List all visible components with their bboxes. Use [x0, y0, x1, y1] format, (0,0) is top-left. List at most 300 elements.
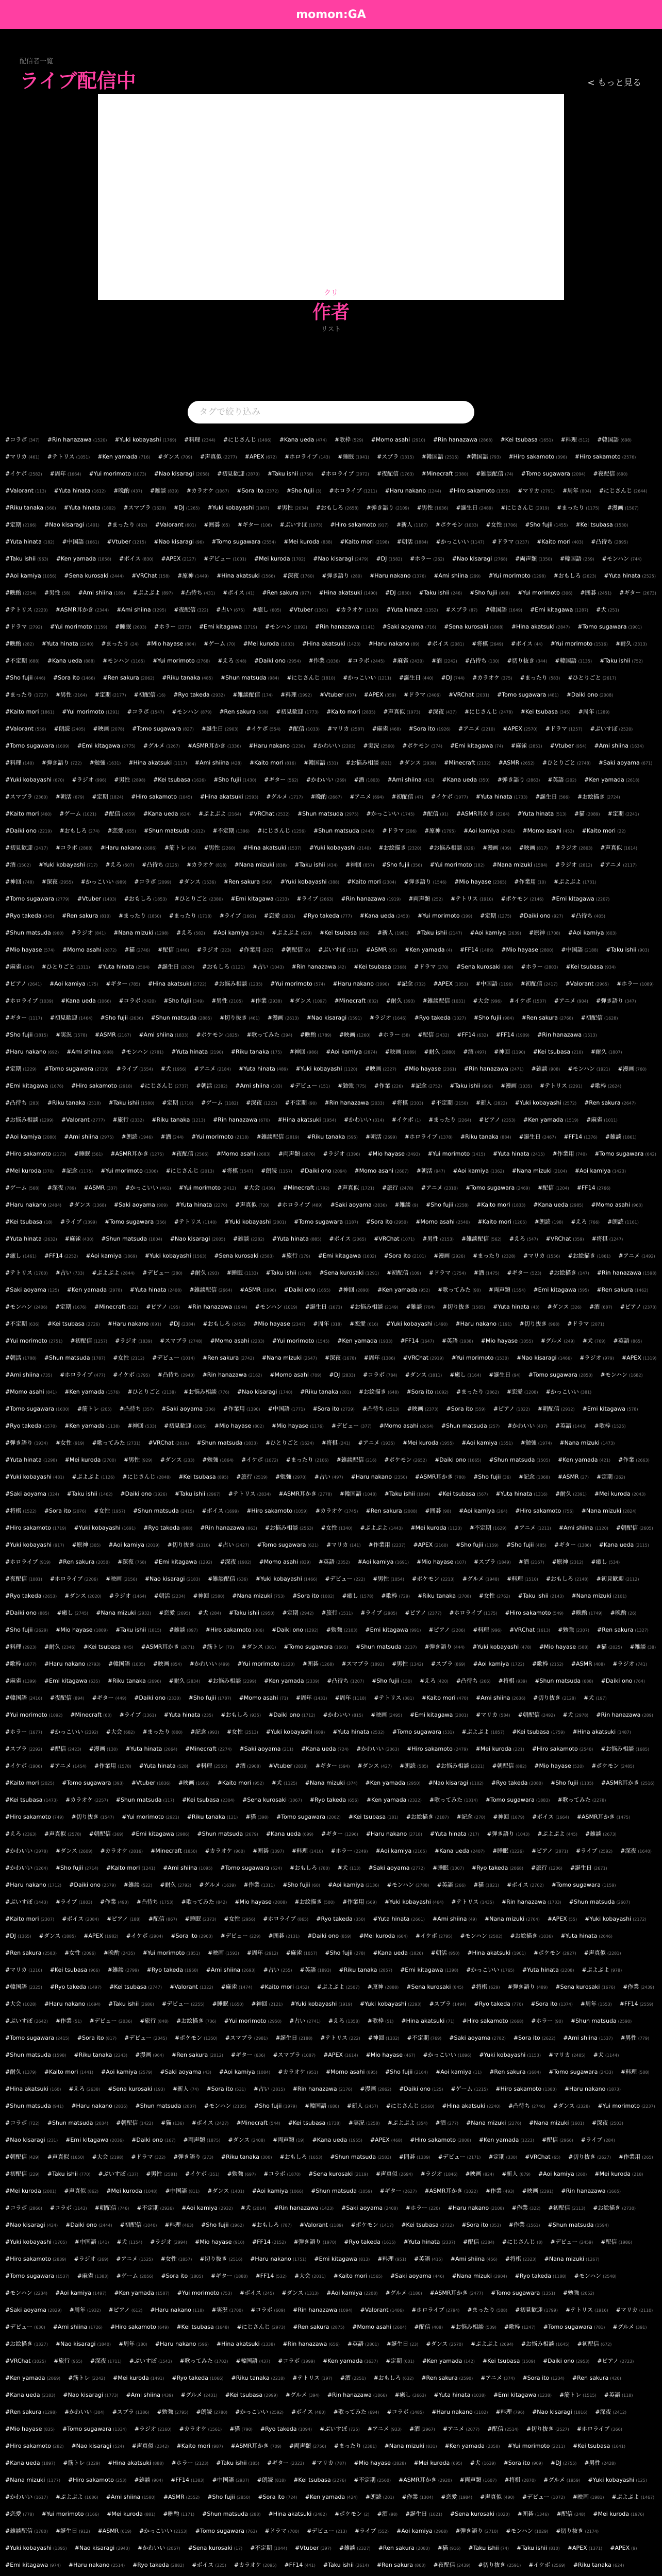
tag-link[interactable] — [407, 1745, 468, 1753]
tag-link[interactable] — [148, 1915, 177, 1923]
tag-link[interactable] — [279, 2153, 322, 2161]
tag-link[interactable] — [441, 1422, 500, 1430]
tag-link[interactable] — [488, 572, 545, 580]
tag-link[interactable] — [300, 1167, 346, 1175]
tag-link[interactable] — [75, 2238, 109, 2246]
tag-link[interactable] — [436, 538, 484, 546]
tag-link[interactable] — [441, 2493, 472, 2501]
tag-link[interactable] — [467, 1949, 525, 1957]
tag-link[interactable] — [155, 521, 196, 529]
tag-link[interactable] — [467, 453, 501, 461]
tag-link[interactable] — [414, 2255, 443, 2263]
tag-link[interactable] — [5, 1048, 59, 1056]
tag-link[interactable] — [571, 1218, 600, 1226]
tag-link[interactable] — [405, 2510, 442, 2518]
tag-link[interactable] — [408, 895, 443, 903]
tag-link[interactable] — [533, 1694, 576, 1702]
tag-link[interactable] — [360, 2306, 404, 2314]
tag-link[interactable] — [400, 1762, 428, 1770]
tag-link[interactable] — [125, 1184, 171, 1192]
tag-link[interactable] — [185, 1745, 231, 1753]
tag-link[interactable] — [517, 1354, 572, 1362]
tag-link[interactable] — [318, 946, 358, 954]
tag-link[interactable] — [606, 946, 649, 954]
tag-link[interactable] — [590, 1082, 621, 1090]
tag-link[interactable] — [134, 878, 171, 886]
tag-link[interactable] — [546, 1388, 592, 1396]
tag-link[interactable] — [501, 895, 544, 903]
tag-link[interactable] — [522, 1966, 574, 1974]
tag-link[interactable] — [197, 1830, 258, 1838]
tag-link[interactable] — [409, 2425, 435, 2433]
tag-link[interactable] — [64, 2187, 98, 2195]
tag-link[interactable] — [154, 470, 209, 478]
tag-link[interactable] — [395, 2391, 426, 2399]
tag-link[interactable] — [173, 2085, 199, 2093]
tag-link[interactable] — [512, 2204, 541, 2212]
tag-link[interactable] — [451, 1898, 494, 1906]
tag-link[interactable] — [107, 521, 147, 529]
tag-link[interactable] — [600, 861, 637, 869]
tag-link[interactable] — [107, 1915, 141, 1923]
tag-link[interactable] — [100, 1847, 143, 1855]
tag-link[interactable] — [5, 1422, 57, 1430]
tag-link[interactable] — [472, 1864, 523, 1872]
tag-link[interactable] — [113, 1371, 150, 1379]
tag-link[interactable] — [360, 912, 410, 920]
tag-link[interactable] — [269, 2510, 327, 2518]
tag-link[interactable] — [185, 1915, 217, 1923]
tag-link[interactable] — [466, 1966, 515, 1974]
tag-link[interactable] — [561, 946, 598, 954]
tag-link[interactable] — [397, 538, 428, 546]
tag-link[interactable] — [473, 1660, 524, 1668]
tag-link[interactable] — [47, 2153, 85, 2161]
tag-link[interactable] — [50, 1014, 93, 1022]
tag-link[interactable] — [5, 2204, 42, 2212]
tag-link[interactable] — [236, 2357, 270, 2365]
tag-link[interactable] — [272, 1337, 329, 1345]
tag-link[interactable] — [5, 1898, 48, 1906]
tag-link[interactable] — [250, 759, 296, 767]
tag-link[interactable] — [270, 980, 325, 988]
tag-link[interactable] — [103, 674, 154, 682]
tag-link[interactable] — [5, 2408, 57, 2416]
tag-link[interactable] — [438, 2153, 481, 2161]
tag-link[interactable] — [596, 997, 636, 1005]
tag-link[interactable] — [272, 929, 312, 937]
tag-link[interactable] — [473, 1473, 511, 1481]
tag-link[interactable] — [582, 1507, 637, 1515]
tag-link[interactable] — [237, 1660, 294, 1668]
tag-link[interactable] — [217, 572, 275, 580]
tag-link[interactable] — [367, 1796, 422, 1804]
tag-link[interactable] — [431, 1949, 460, 1957]
tag-link[interactable] — [188, 742, 241, 750]
tag-link[interactable] — [110, 2323, 169, 2331]
tag-link[interactable] — [92, 1439, 141, 1447]
tag-link[interactable] — [597, 1643, 622, 1651]
tag-link[interactable] — [190, 1269, 219, 1277]
tag-link[interactable] — [379, 1422, 434, 1430]
tag-link[interactable] — [346, 759, 392, 767]
tag-link[interactable] — [201, 2221, 244, 2229]
tag-link[interactable] — [597, 1473, 625, 1481]
tag-link[interactable] — [474, 1269, 500, 1277]
tag-link[interactable] — [455, 1320, 511, 1328]
tag-link[interactable] — [405, 1609, 441, 1617]
tag-link[interactable] — [339, 1031, 371, 1039]
tag-link[interactable] — [55, 2289, 106, 2297]
tag-link[interactable] — [218, 1541, 249, 1549]
tag-link[interactable] — [5, 1014, 42, 1022]
tag-link[interactable] — [120, 1711, 156, 1719]
tag-link[interactable] — [347, 657, 385, 665]
tag-link[interactable] — [120, 1490, 167, 1498]
tag-link[interactable] — [72, 776, 107, 784]
tag-link[interactable] — [139, 1031, 188, 1039]
tag-link[interactable] — [47, 453, 90, 461]
tag-link[interactable] — [107, 538, 146, 546]
tag-link[interactable] — [522, 2493, 565, 2501]
tag-link[interactable] — [403, 1354, 443, 1362]
tag-link[interactable] — [320, 2425, 360, 2433]
tag-link[interactable] — [508, 453, 567, 461]
tag-link[interactable] — [577, 2340, 612, 2348]
tag-link[interactable] — [424, 827, 456, 835]
tag-link[interactable] — [596, 606, 619, 614]
tag-link[interactable] — [532, 1813, 569, 1821]
tag-link[interactable] — [5, 2068, 37, 2076]
tag-link[interactable] — [56, 606, 109, 614]
tag-link[interactable] — [5, 1711, 62, 1719]
tag-link[interactable] — [176, 2323, 229, 2331]
tag-link[interactable] — [5, 912, 54, 920]
tag-link[interactable] — [433, 1864, 464, 1872]
tag-link[interactable] — [521, 2340, 570, 2348]
tag-link[interactable] — [568, 674, 616, 682]
tag-link[interactable] — [537, 1830, 577, 1838]
tag-link[interactable] — [259, 1558, 311, 1566]
tag-link[interactable] — [458, 725, 495, 733]
tag-link[interactable] — [114, 1201, 168, 1209]
tag-link[interactable] — [397, 980, 426, 988]
tag-link[interactable] — [257, 1541, 319, 1549]
tag-link[interactable] — [109, 1983, 162, 1991]
tag-link[interactable] — [549, 2051, 586, 2059]
tag-link[interactable] — [267, 2459, 304, 2467]
tag-link[interactable] — [5, 1065, 37, 1073]
tag-link[interactable] — [505, 2255, 537, 2263]
tag-link[interactable] — [64, 1592, 102, 1600]
tag-link[interactable] — [584, 776, 639, 784]
tag-link[interactable] — [249, 742, 305, 750]
tag-link[interactable] — [101, 640, 139, 648]
tag-link[interactable] — [304, 759, 338, 767]
tag-link[interactable] — [442, 776, 489, 784]
tag-link[interactable] — [235, 1082, 282, 1090]
tag-link[interactable] — [508, 2102, 545, 2110]
tag-link[interactable] — [199, 1881, 236, 1889]
tag-link[interactable] — [5, 963, 34, 971]
tag-link[interactable] — [5, 606, 48, 614]
tag-link[interactable] — [237, 2323, 285, 2331]
tag-link[interactable] — [562, 1711, 588, 1719]
tag-link[interactable] — [117, 2272, 154, 2280]
tag-link[interactable] — [340, 2374, 366, 2382]
tag-link[interactable] — [588, 2476, 647, 2484]
tag-link[interactable] — [286, 1949, 318, 1957]
tag-link[interactable] — [145, 1252, 207, 1260]
tag-link[interactable] — [50, 1694, 85, 1702]
tag-link[interactable] — [285, 1099, 317, 1107]
tag-link[interactable] — [341, 2204, 398, 2212]
tag-link[interactable] — [448, 2204, 504, 2212]
tag-link[interactable] — [476, 1099, 507, 1107]
tag-link[interactable] — [162, 674, 213, 682]
tag-link[interactable] — [375, 1847, 426, 1855]
tag-link[interactable] — [264, 1677, 319, 1685]
tag-link[interactable] — [53, 2323, 103, 2331]
tag-link[interactable] — [391, 793, 423, 801]
tag-link[interactable] — [599, 759, 653, 767]
tag-link[interactable] — [5, 759, 34, 767]
tag-link[interactable] — [293, 2323, 344, 2331]
tag-link[interactable] — [601, 2238, 632, 2246]
tag-link[interactable] — [69, 2561, 125, 2569]
tag-link[interactable] — [551, 640, 608, 648]
tag-link[interactable] — [124, 1881, 153, 1889]
tag-link[interactable] — [173, 2153, 213, 2161]
tag-link[interactable] — [142, 861, 179, 869]
tag-link[interactable] — [338, 1286, 370, 1294]
tag-link[interactable] — [221, 674, 279, 682]
tag-link[interactable] — [126, 1932, 163, 1940]
tag-link[interactable] — [549, 1269, 589, 1277]
tag-link[interactable] — [65, 1796, 108, 1804]
tag-link[interactable] — [485, 606, 522, 614]
tag-link[interactable] — [473, 1252, 516, 1260]
tag-link[interactable] — [146, 640, 196, 648]
tag-link[interactable] — [341, 895, 401, 903]
tag-link[interactable] — [320, 929, 370, 937]
tag-link[interactable] — [519, 1558, 544, 1566]
tag-link[interactable] — [563, 2289, 594, 2297]
tag-link[interactable] — [242, 1796, 302, 1804]
tag-link[interactable] — [571, 1592, 626, 1600]
tag-link[interactable] — [148, 980, 206, 988]
tag-link[interactable] — [377, 2561, 426, 2569]
tag-link[interactable] — [153, 1660, 182, 1668]
tag-link[interactable] — [68, 2476, 126, 2484]
tag-link[interactable] — [44, 521, 100, 529]
tag-link[interactable] — [5, 1405, 70, 1413]
tag-link[interactable] — [252, 2221, 292, 2229]
tag-link[interactable] — [435, 1847, 485, 1855]
tag-link[interactable] — [50, 1575, 98, 1583]
tag-link[interactable] — [5, 1592, 57, 1600]
tag-link[interactable] — [502, 1898, 561, 1906]
tag-link[interactable] — [54, 2357, 82, 2365]
tag-link[interactable] — [95, 1031, 131, 1039]
tag-link[interactable] — [550, 2238, 593, 2246]
tag-link[interactable] — [189, 1694, 231, 1702]
tag-link[interactable] — [74, 2051, 127, 2059]
tag-link[interactable] — [262, 589, 311, 597]
tag-link[interactable] — [263, 1915, 308, 1923]
tag-link[interactable] — [188, 2544, 243, 2552]
tag-link[interactable] — [89, 1745, 118, 1753]
tag-link[interactable] — [305, 1779, 358, 1787]
tag-link[interactable] — [171, 2459, 208, 2467]
tag-link[interactable] — [307, 1014, 362, 1022]
tag-link[interactable] — [591, 1201, 643, 1209]
tag-link[interactable] — [231, 1048, 282, 1056]
tag-link[interactable] — [300, 1031, 332, 1039]
featured-stream-panel[interactable] — [98, 94, 564, 300]
tag-link[interactable] — [373, 1949, 423, 1957]
tag-link[interactable] — [300, 1966, 332, 1974]
tag-link[interactable] — [278, 2357, 315, 2365]
tag-link[interactable] — [208, 1677, 256, 1685]
tag-link[interactable] — [374, 1082, 403, 1090]
tag-link[interactable] — [175, 1201, 227, 1209]
tag-link[interactable] — [334, 2272, 383, 2280]
tag-link[interactable] — [5, 725, 46, 733]
tag-link[interactable] — [172, 2374, 223, 2382]
tag-link[interactable] — [356, 1643, 417, 1651]
tag-link[interactable] — [342, 1592, 374, 1600]
tag-link[interactable] — [321, 1524, 353, 1532]
tag-link[interactable] — [435, 1456, 481, 1464]
tag-link[interactable] — [158, 453, 192, 461]
tag-link[interactable] — [431, 793, 468, 801]
tag-link[interactable] — [5, 2391, 55, 2399]
tag-link[interactable] — [119, 2340, 147, 2348]
tag-link[interactable] — [354, 776, 380, 784]
tag-link[interactable] — [394, 1201, 418, 1209]
tag-link[interactable] — [385, 589, 411, 597]
tag-link[interactable] — [272, 1626, 318, 1634]
tag-link[interactable] — [58, 1558, 110, 1566]
tag-link[interactable] — [566, 2306, 608, 2314]
tag-link[interactable] — [519, 844, 548, 852]
tag-link[interactable] — [131, 793, 192, 801]
tag-link[interactable] — [5, 2357, 46, 2365]
tag-link[interactable] — [84, 1932, 118, 1940]
tag-link[interactable] — [119, 912, 161, 920]
tag-link[interactable] — [44, 1660, 101, 1668]
tag-link[interactable] — [620, 1303, 657, 1311]
tag-link[interactable] — [237, 487, 278, 495]
tag-link[interactable] — [5, 1694, 42, 1702]
tag-link[interactable] — [70, 1711, 111, 1719]
tag-link[interactable] — [550, 742, 587, 750]
tag-link[interactable] — [136, 2102, 196, 2110]
tag-link[interactable] — [323, 2051, 358, 2059]
tag-link[interactable] — [5, 2442, 63, 2450]
tag-link[interactable] — [593, 2510, 644, 2518]
tag-link[interactable] — [172, 2051, 223, 2059]
tag-link[interactable] — [432, 657, 457, 665]
tag-link[interactable] — [269, 1762, 308, 1770]
tag-link[interactable] — [272, 1779, 297, 1787]
tag-link[interactable] — [386, 997, 415, 1005]
tag-link[interactable] — [101, 1014, 143, 1022]
tag-link[interactable] — [56, 1269, 85, 1277]
tag-link[interactable] — [272, 1235, 322, 1243]
tag-link[interactable] — [264, 776, 299, 784]
tag-link[interactable] — [62, 946, 117, 954]
tag-link[interactable] — [240, 2289, 274, 2297]
tag-link[interactable] — [623, 1983, 654, 1991]
tag-link[interactable] — [239, 1745, 293, 1753]
tag-link[interactable] — [383, 623, 437, 631]
tag-link[interactable] — [574, 810, 600, 818]
tag-link[interactable] — [518, 1592, 564, 1600]
tag-link[interactable] — [501, 504, 549, 512]
tag-link[interactable] — [142, 1269, 183, 1277]
tag-link[interactable] — [367, 1983, 399, 1991]
tag-link[interactable] — [503, 725, 537, 733]
tag-link[interactable] — [597, 1269, 657, 1277]
tag-link[interactable] — [5, 2221, 58, 2229]
tag-link[interactable] — [198, 1609, 221, 1617]
tag-link[interactable] — [5, 2561, 61, 2569]
tag-link[interactable] — [582, 827, 626, 835]
tag-link[interactable] — [89, 759, 121, 767]
tag-link[interactable] — [594, 2170, 643, 2178]
tag-link[interactable] — [288, 725, 320, 733]
tag-link[interactable] — [202, 1507, 239, 1515]
tag-link[interactable] — [420, 1677, 449, 1685]
tag-link[interactable] — [175, 1490, 221, 1498]
tag-link[interactable] — [424, 1643, 465, 1651]
tag-link[interactable] — [5, 1388, 57, 1396]
tag-link[interactable] — [127, 1388, 176, 1396]
tag-link[interactable] — [350, 1320, 378, 1328]
tag-link[interactable] — [404, 1065, 456, 1073]
tag-link[interactable] — [50, 1966, 100, 1974]
tag-link[interactable] — [584, 1949, 621, 1957]
tag-link[interactable] — [77, 1405, 112, 1413]
tag-link[interactable] — [522, 827, 574, 835]
tag-link[interactable] — [470, 1524, 507, 1532]
tag-link[interactable] — [555, 1983, 615, 1991]
tag-link[interactable] — [534, 1762, 584, 1770]
tag-link[interactable] — [472, 640, 503, 648]
tag-link[interactable] — [231, 2051, 266, 2059]
tag-link[interactable] — [410, 1082, 442, 1090]
tag-link[interactable] — [483, 844, 511, 852]
tag-link[interactable] — [235, 1898, 287, 1906]
tag-link[interactable] — [67, 1286, 122, 1294]
tag-link[interactable] — [434, 2391, 486, 2399]
tag-link[interactable] — [130, 1286, 182, 1294]
tag-link[interactable] — [340, 538, 389, 546]
tag-link[interactable] — [146, 2170, 177, 2178]
tag-link[interactable] — [56, 1031, 87, 1039]
tag-link[interactable] — [5, 1983, 42, 1991]
tag-link[interactable] — [5, 623, 42, 631]
tag-link[interactable] — [5, 453, 40, 461]
tag-link[interactable] — [382, 827, 417, 835]
tag-link[interactable] — [131, 1830, 189, 1838]
tag-link[interactable] — [56, 691, 87, 699]
tag-link[interactable] — [555, 657, 592, 665]
tag-link[interactable] — [528, 2561, 566, 2569]
tag-link[interactable] — [192, 2119, 229, 2127]
